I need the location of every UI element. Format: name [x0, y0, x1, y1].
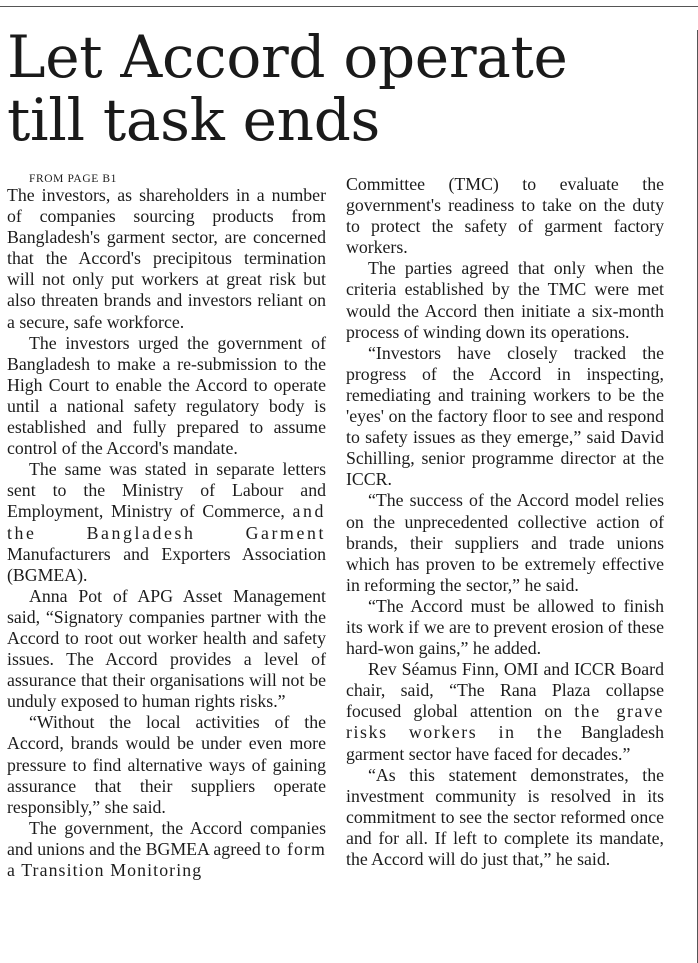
paragraph: “The success of the Accord model relies on the unprecedented collective action of brands, their suppliers and trade unions which has proven to be extremely effective in reforming the sector,” he said. [346, 490, 664, 595]
paragraph: The investors, as shareholders in a number of companies sourcing products from Bangladesh's garment sector, are concerned that the Accord's precipitous termination will not only put workers at great risk but also threaten brands and investors reliant on a secure, safe workforce. [7, 185, 326, 332]
paragraph-text: The government, the Accord companies and unions and the BGMEA agreed [7, 817, 326, 859]
paragraph: Committee (TMC) to evaluate the government's readiness to take on the duty to protect the safety of garment factory workers. [346, 174, 664, 258]
paragraph-text: the grave risks workers in the [346, 701, 665, 743]
paragraph-text: and the Bangladesh Garment [7, 501, 326, 543]
paragraph-text: Rev Séamus Finn, OMI and ICCR Board chair, said, “The Rana Plaza collapse focused global attention on [346, 659, 664, 722]
paragraph [7, 459, 326, 586]
jump-line: FROM PAGE B1 [29, 173, 117, 185]
paragraph: The parties agreed that only when the criteria established by the TMC were met would the Accord then initiate a six-month process of winding down its operations. [346, 258, 664, 342]
paragraph: “Investors have closely tracked the progress of the Accord in inspecting, remediating and training workers to be the 'eyes' on the factory floor to see and respond to safety issues as they emerge,” said David Schilling, senior programme director at the ICCR. [346, 342, 664, 490]
paragraph [346, 659, 664, 764]
headline-line-2: till task ends [7, 86, 380, 154]
left-column [7, 173, 326, 881]
top-rule [0, 6, 698, 7]
paragraph: “The Accord must be allowed to finish its work if we are to prevent erosion of these hard-won gains,” he added. [346, 595, 664, 659]
paragraph-text: Bangladesh garment sector have faced for decades.” [346, 722, 664, 764]
paragraph: Anna Pot of APG Asset Management said, “Signatory companies partner with the Accord to root out worker health and safety issues. The Accord provides a level of assurance that their organisations will not be unduly exposed to human rights risks.” [7, 585, 326, 712]
headline-line-1: Let Accord operate [7, 23, 568, 91]
right-column [346, 174, 664, 870]
paragraph: “Without the local activities of the Accord, brands would be under even more pressure to find alternative ways of gaining assurance that their suppliers operate responsibly,” she said. [7, 712, 326, 817]
paragraph: “As this statement demonstrates, the investment community is resolved in its commitment to see the sector reformed once and for all. If left to complete its mandate, the Accord will do just that,” he said. [346, 764, 664, 869]
paragraph-text: Manufacturers and Exporters Association (BGMEA). [7, 543, 326, 585]
paragraph-text: to form a Transition Monitoring [7, 838, 326, 880]
paragraph [7, 818, 326, 881]
headline [7, 23, 677, 154]
paragraph-text: The same was stated in separate letters sent to the Ministry of Labour and Employment, Ministry of Commerce, [7, 459, 326, 522]
paragraph: The investors urged the government of Bangladesh to make a re-submission to the High Court to enable the Accord to operate until a national safety regulatory body is established and fully prepared to assume control of the Accord's mandate. [7, 332, 326, 459]
